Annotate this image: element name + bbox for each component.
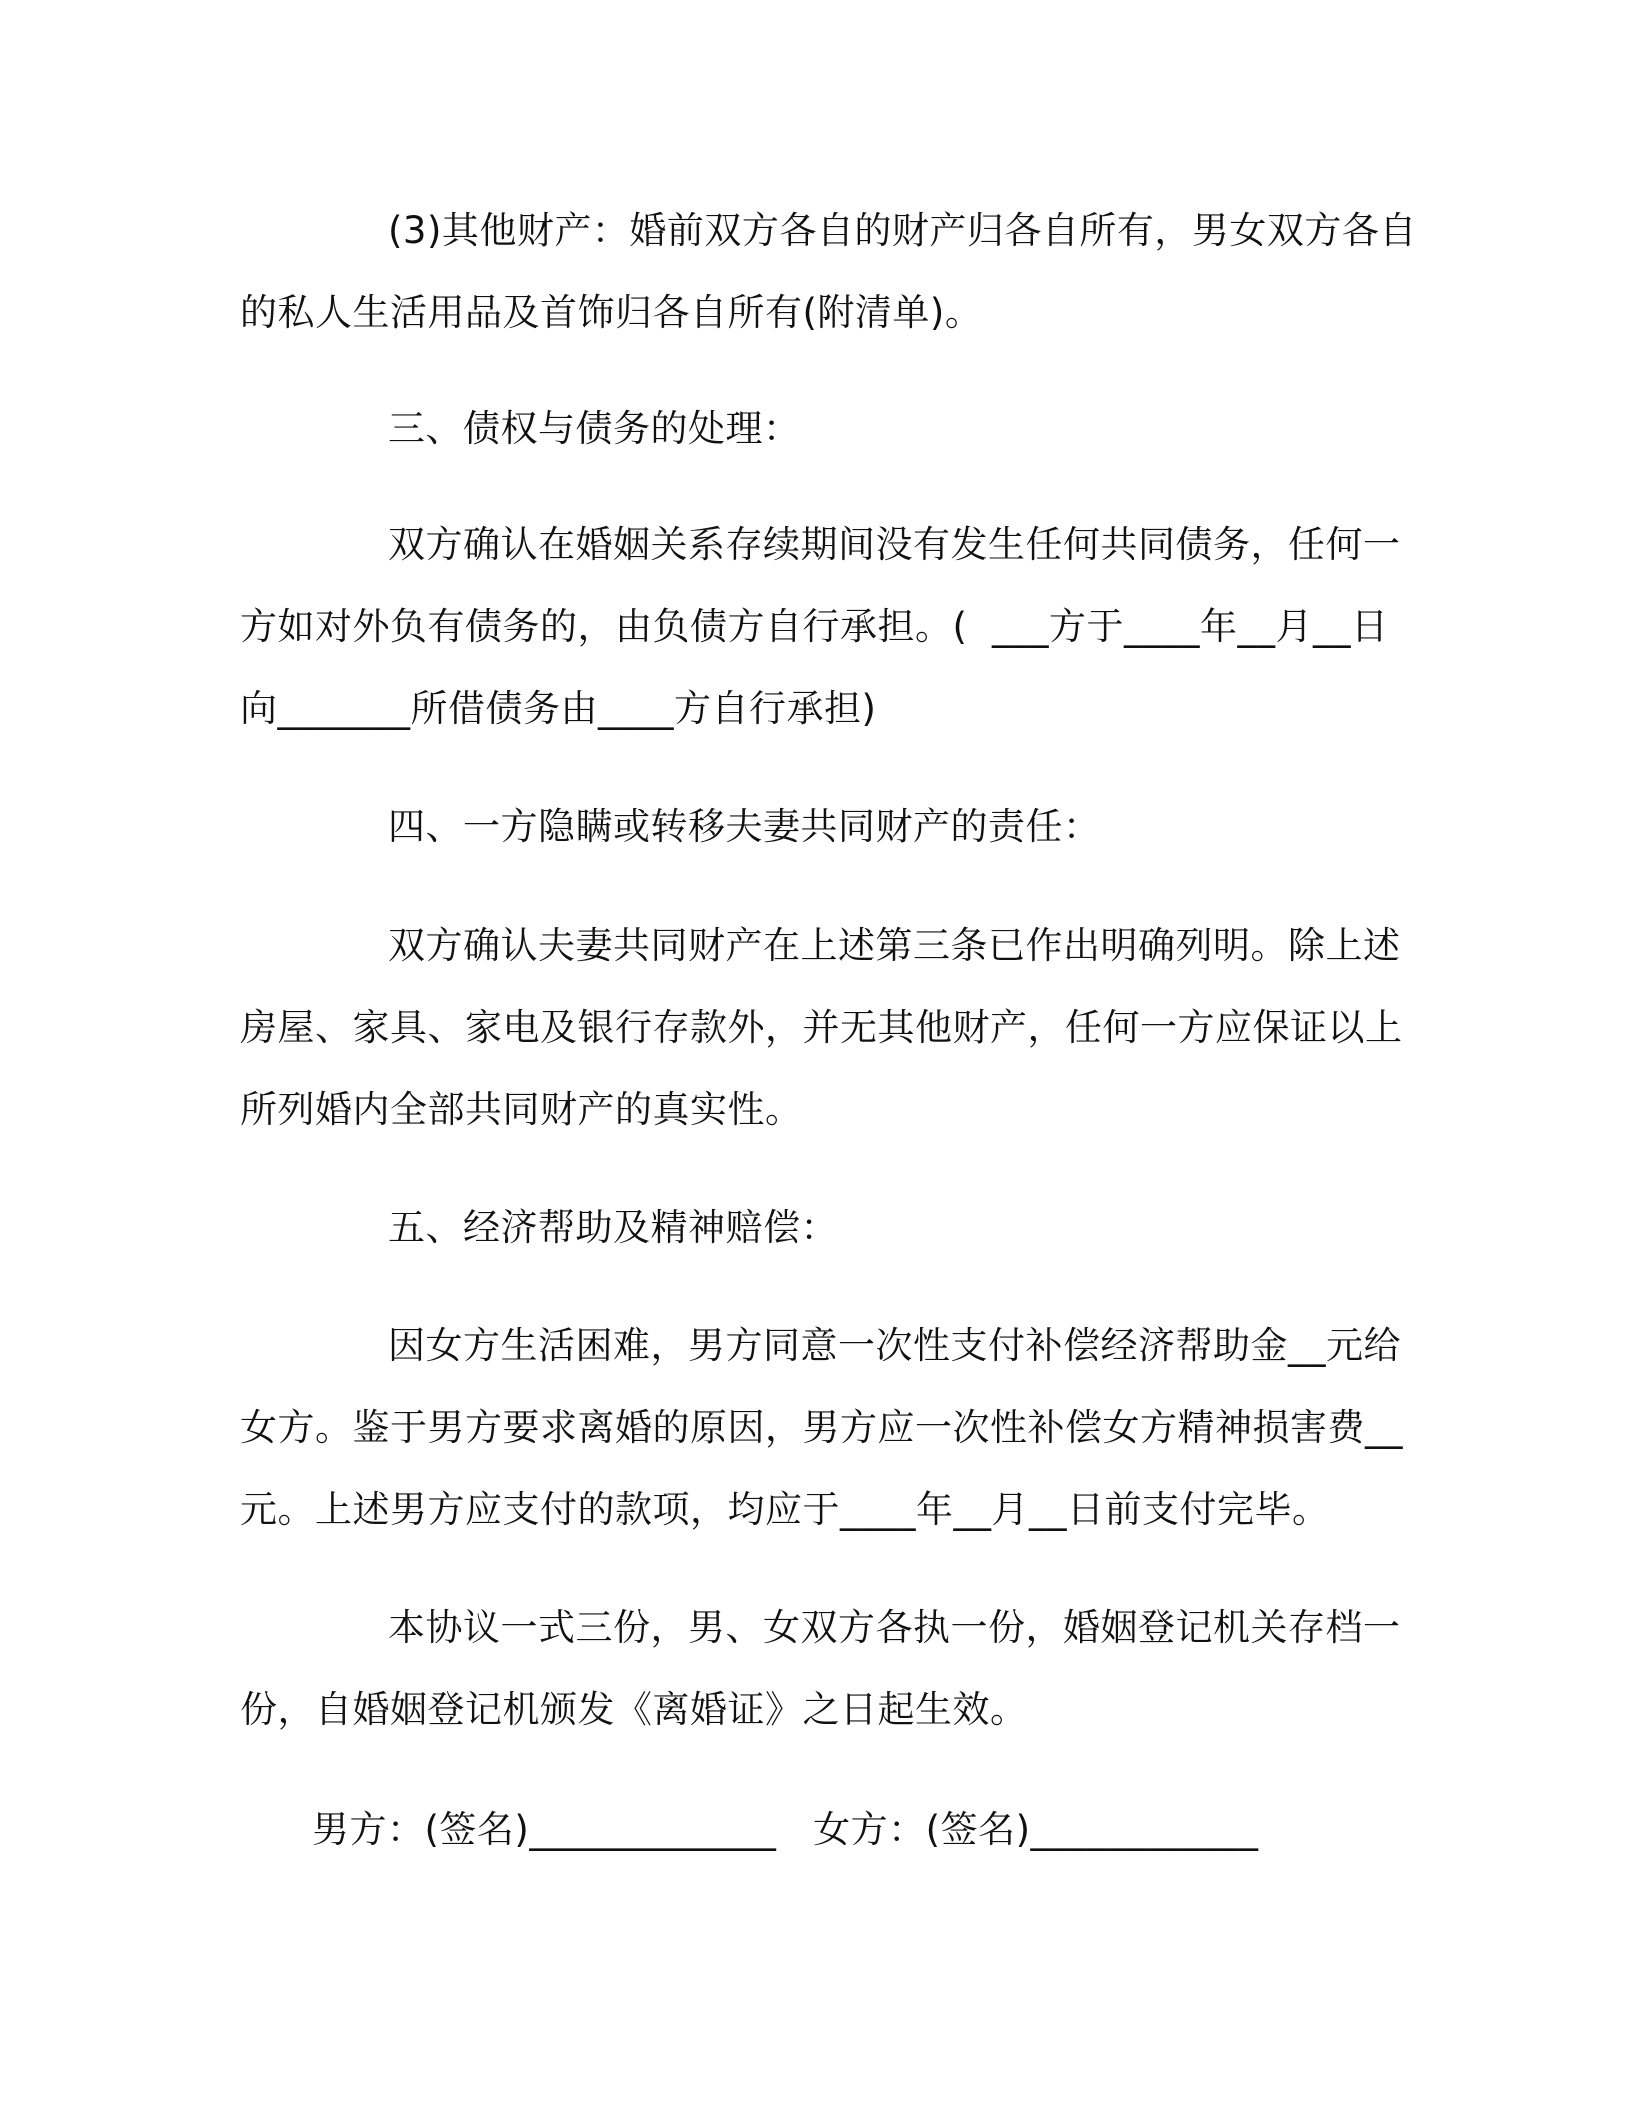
- heading-section-5: 五、经济帮助及精神赔偿：: [388, 1206, 838, 1249]
- para-compensation-line-2: 女方。鉴于男方要求离婚的原因，男方应一次性补偿女方精神损害费__: [240, 1406, 1403, 1449]
- para-debts-line-1: 双方确认在婚姻关系存续期间没有发生任何共同债务，任何一: [388, 523, 1401, 566]
- para-other-property-line-2: 的私人生活用品及首饰归各自所有(附清单)。: [240, 291, 983, 334]
- para-copies-line-1: 本协议一式三份，男、女双方各执一份，婚姻登记机关存档一: [388, 1606, 1401, 1649]
- para-concealment-line-2: 房屋、家具、家电及银行存款外，并无其他财产，任何一方应保证以上: [240, 1006, 1403, 1049]
- heading-section-4: 四、一方隐瞒或转移夫妻共同财产的责任：: [388, 805, 1101, 848]
- heading-section-3: 三、债权与债务的处理：: [388, 407, 801, 450]
- para-copies-line-2: 份，自婚姻登记机颁发《离婚证》之日起生效。: [240, 1688, 1028, 1731]
- para-debts-line-3: 向_______所借债务由____方自行承担): [240, 687, 877, 730]
- para-compensation-line-3: 元。上述男方应支付的款项，均应于____年__月__日前支付完毕。: [240, 1488, 1330, 1531]
- document-page: [240, 0, 1417, 2112]
- para-compensation-line-1: 因女方生活困难，男方同意一次性支付补偿经济帮助金__元给: [388, 1324, 1401, 1367]
- signature-line: 男方：(签名)_____________ 女方：(签名)____________: [312, 1808, 1259, 1851]
- para-concealment-line-3: 所列婚内全部共同财产的真实性。: [240, 1088, 803, 1131]
- para-debts-line-2: 方如对外负有债务的，由负债方自行承担。( ___方于____年__月__日: [240, 605, 1389, 648]
- para-concealment-line-1: 双方确认夫妻共同财产在上述第三条已作出明确列明。除上述: [388, 924, 1401, 967]
- para-other-property-line-1: (3)其他财产：婚前双方各自的财产归各自所有，男女双方各自: [388, 209, 1417, 252]
